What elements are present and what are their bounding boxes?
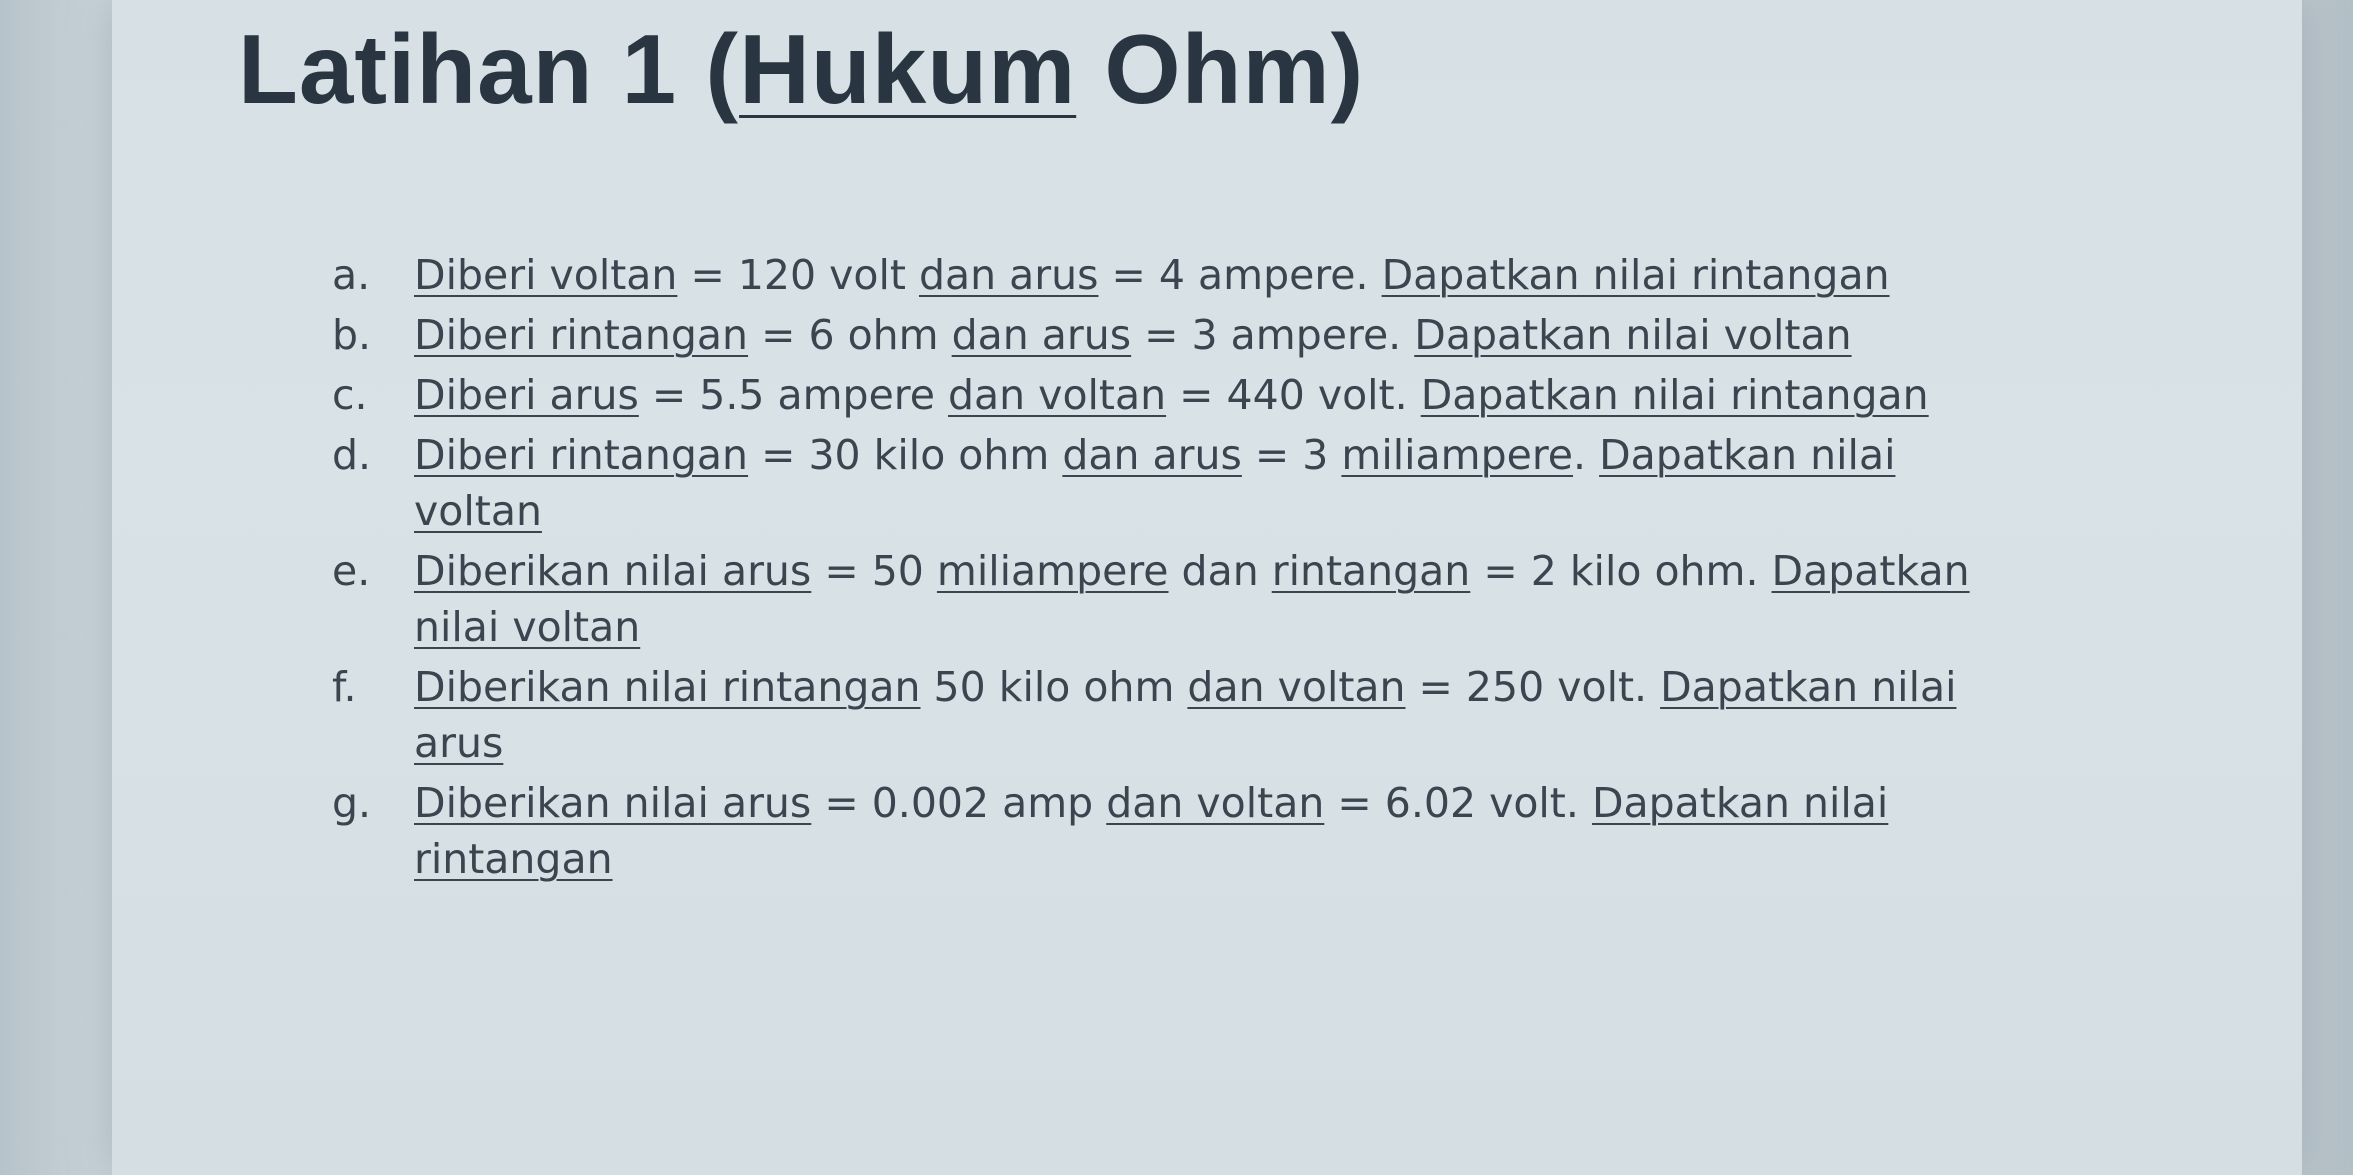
exercise-text-part: = 50 <box>811 547 937 595</box>
exercise-item <box>332 775 1972 887</box>
exercise-text-part: Dapatkan nilai arus <box>414 663 1957 767</box>
exercise-text <box>414 311 1852 359</box>
exercise-text-part: Dapatkan nilai rintangan <box>1381 251 1890 299</box>
exercise-text-part: Diberikan nilai arus <box>414 779 812 827</box>
title-part-main: Latihan 1 ( <box>238 14 740 124</box>
title-part-rest: Ohm) <box>1076 14 1365 124</box>
exercise-text-part: Dapatkan nilai voltan <box>414 547 1970 651</box>
exercise-marker: d. <box>332 431 372 479</box>
exercise-text-part: Dapatkan nilai rintangan <box>1420 371 1929 419</box>
exercise-text-part: = 2 kilo ohm. <box>1470 547 1772 595</box>
exercise-item <box>332 247 1972 303</box>
exercise-text-part: = 440 volt. <box>1166 371 1421 419</box>
exercise-text-part: = 250 volt. <box>1405 663 1661 711</box>
exercise-text <box>414 779 1888 883</box>
exercise-marker: g. <box>332 779 372 827</box>
exercise-list <box>332 247 1972 891</box>
exercise-text-part: dan <box>1168 547 1272 595</box>
exercise-item <box>332 543 1972 655</box>
exercise-text-part: = 6.02 volt. <box>1324 779 1592 827</box>
exercise-marker: c. <box>332 371 368 419</box>
exercise-text-part: = 3 <box>1241 431 1342 479</box>
exercise-text <box>414 663 1956 767</box>
exercise-text-part: miliampere <box>936 547 1169 595</box>
exercise-item <box>332 427 1972 539</box>
exercise-text-part: rintangan <box>1271 547 1471 595</box>
exercise-marker: e. <box>332 547 371 595</box>
exercise-text-part: . <box>1573 431 1600 479</box>
exercise-text-part: 50 kilo ohm <box>920 663 1188 711</box>
exercise-text-part: Dapatkan nilai voltan <box>414 431 1896 535</box>
exercise-text-part: = 6 ohm <box>748 311 952 359</box>
exercise-text-part: Diberi rintangan <box>414 431 749 479</box>
exercise-text-part: Diberi rintangan <box>414 311 749 359</box>
exercise-text-part: Dapatkan nilai rintangan <box>414 779 1889 883</box>
exercise-item <box>332 659 1972 771</box>
exercise-text-part: Diberi voltan <box>414 251 678 299</box>
exercise-text-part: = 120 volt <box>677 251 919 299</box>
exercise-marker: a. <box>332 251 371 299</box>
exercise-text-part: Diberikan nilai arus <box>414 547 812 595</box>
exercise-text-part: miliampere <box>1341 431 1574 479</box>
exercise-text <box>414 547 1970 651</box>
exercise-text-part: = 30 kilo ohm <box>748 431 1063 479</box>
exercise-text <box>414 371 1929 419</box>
exercise-text <box>414 431 1895 535</box>
exercise-text-part: dan arus <box>951 311 1132 359</box>
exercise-text-part: Dapatkan nilai voltan <box>1414 311 1852 359</box>
exercise-item <box>332 367 1972 423</box>
exercise-marker: b. <box>332 311 372 359</box>
exercise-text-part: Diberikan nilai rintangan <box>414 663 921 711</box>
exercise-item <box>332 307 1972 363</box>
exercise-text-part: dan arus <box>918 251 1099 299</box>
exercise-text-part: = 3 ampere. <box>1131 311 1415 359</box>
slide-title <box>238 8 1364 131</box>
title-part-underlined: Hukum <box>739 14 1077 124</box>
exercise-text-part: Diberi arus <box>414 371 639 419</box>
exercise-text-part: = 5.5 ampere <box>638 371 949 419</box>
exercise-text-part: = 4 ampere. <box>1098 251 1382 299</box>
exercise-text-part: dan voltan <box>1187 663 1406 711</box>
exercise-text-part: = 0.002 amp <box>811 779 1107 827</box>
exercise-text-part: dan arus <box>1062 431 1242 479</box>
exercise-text <box>414 251 1890 299</box>
exercise-text-part: dan voltan <box>948 371 1167 419</box>
exercise-marker: f. <box>332 663 357 711</box>
exercise-text-part: dan voltan <box>1106 779 1325 827</box>
